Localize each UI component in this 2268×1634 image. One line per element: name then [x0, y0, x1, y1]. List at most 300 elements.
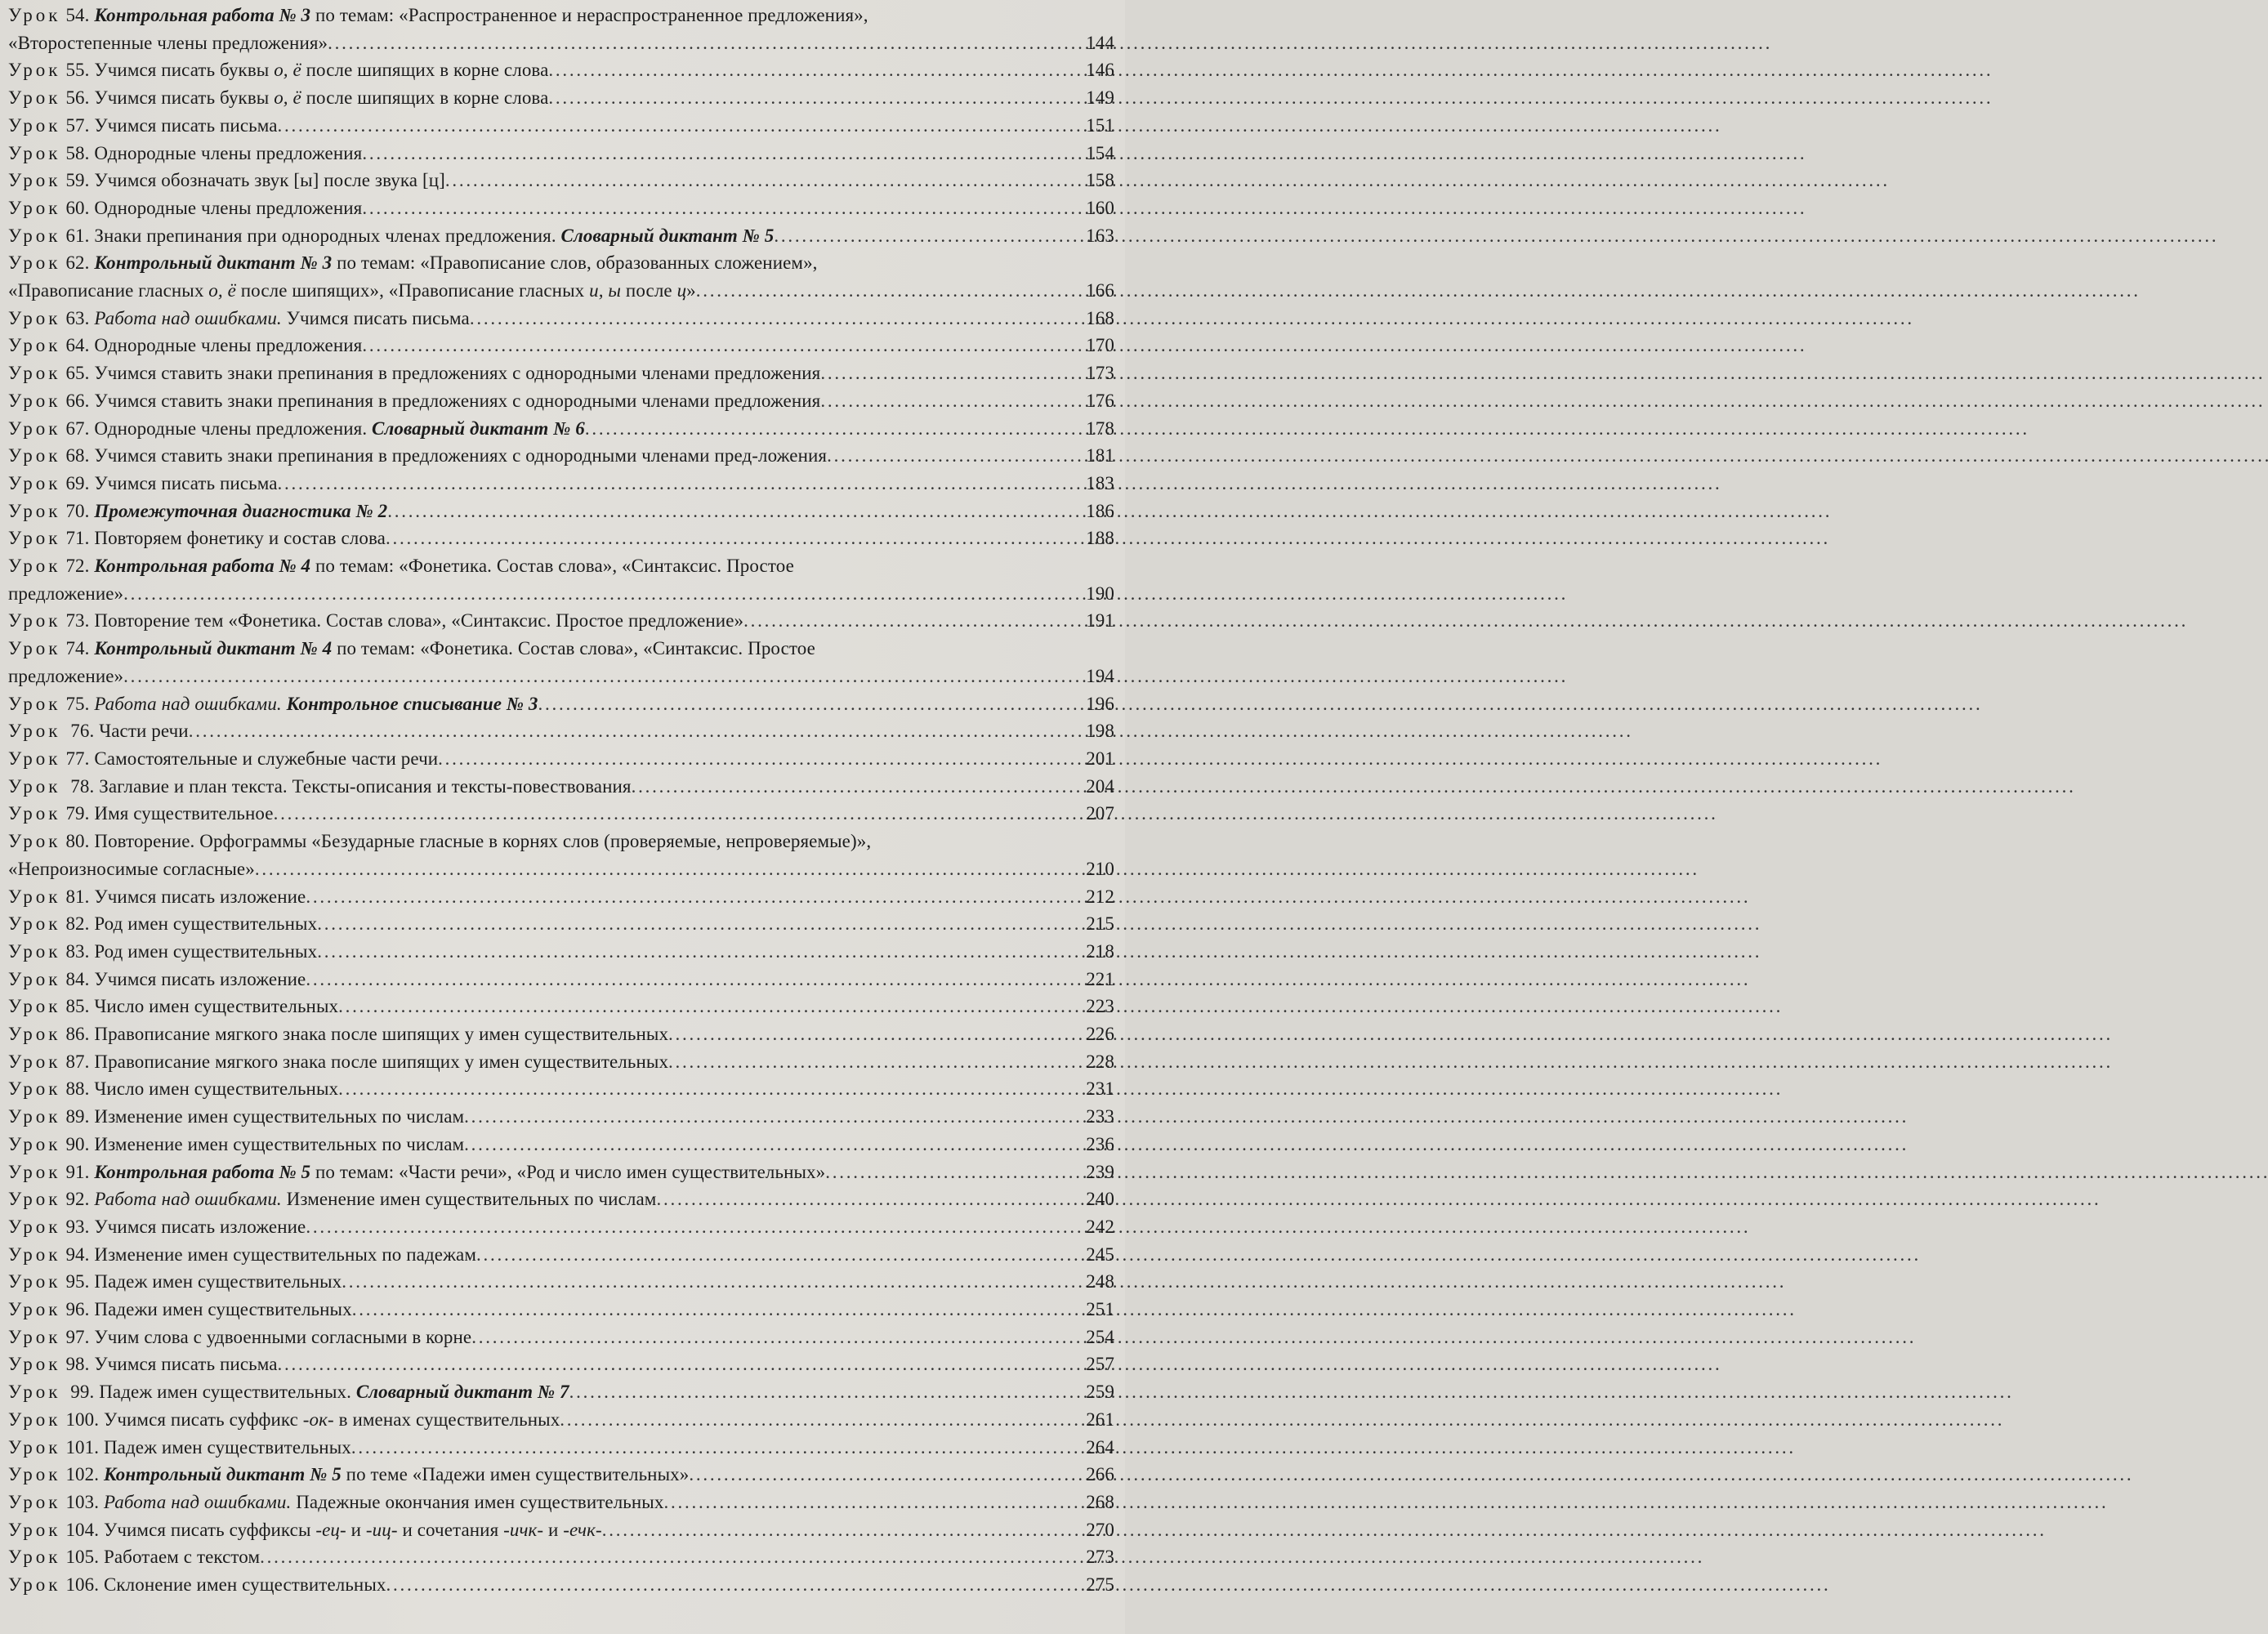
entry-text-wrap [8, 1516, 602, 1544]
entry-text-wrap [8, 1103, 464, 1131]
toc-line [8, 470, 1114, 498]
lesson-label: Урок [8, 1464, 61, 1485]
dot-leader [689, 1461, 1084, 1489]
lesson-label: Урок [8, 197, 61, 218]
entry-text: в именах существительных [333, 1409, 560, 1430]
entry-text-wrap [8, 277, 696, 305]
lesson-label: Урок [8, 335, 61, 356]
toc-entry [8, 84, 1114, 112]
lesson-number: 106. [65, 1574, 100, 1596]
lesson-label: Урок [8, 638, 61, 659]
entry-text: предложение» [8, 583, 124, 604]
toc-line [8, 498, 1114, 525]
lesson-label: Урок [8, 1189, 61, 1210]
entry-text: Однородные члены предложения [94, 142, 363, 163]
dot-leader [470, 305, 1084, 333]
toc-entry [8, 167, 1114, 194]
lesson-label: Урок [8, 1409, 61, 1430]
page-number: 154 [1086, 142, 1114, 163]
dot-leader [255, 855, 1084, 883]
toc-entry [8, 1241, 1114, 1269]
page-number: 186 [1086, 500, 1114, 521]
dot-leader [306, 883, 1084, 911]
dot-leader [260, 1543, 1084, 1571]
entry-text: Падеж имен существительных [94, 1271, 342, 1292]
toc-entry [8, 552, 1114, 607]
dot-leader [464, 1103, 1084, 1131]
lesson-label: Урок [8, 5, 61, 25]
lesson-number: 68. [65, 445, 90, 467]
lesson-number: 64. [65, 335, 90, 356]
entry-text-wrap [8, 140, 362, 167]
toc-line [8, 29, 1114, 57]
entry-text: Работаем с текстом [103, 1547, 261, 1568]
page-number: 248 [1086, 1271, 1114, 1292]
lesson-label: Урок [8, 417, 61, 439]
dot-leader [825, 1159, 1084, 1186]
lesson-label: Урок [8, 1519, 61, 1540]
toc-entry [8, 1378, 1114, 1406]
lesson-number: 60. [65, 197, 90, 218]
entry-text: Изменение имен существительных по числам [94, 1106, 465, 1127]
lesson-number: 59. [65, 170, 90, 191]
entry-text: Изменение имен существительных по числам [94, 1133, 465, 1154]
toc-entry [8, 938, 1114, 966]
entry-text: после [621, 280, 677, 301]
page-number: 176 [1086, 390, 1114, 411]
dot-leader [386, 525, 1084, 552]
lesson-label: Урок [8, 886, 61, 907]
entry-text: «Второстепенные члены предложения» [8, 32, 328, 53]
page-number: 261 [1086, 1409, 1114, 1430]
page-number: 191 [1086, 610, 1114, 632]
toc-entry [8, 1406, 1114, 1434]
lesson-number: 89. [65, 1106, 90, 1127]
lesson-number: 80. [65, 831, 90, 852]
lesson-label: Урок [8, 721, 61, 742]
entry-text: Число имен существительных [94, 996, 339, 1017]
dot-leader [338, 1075, 1084, 1103]
lesson-number: 104. [65, 1519, 100, 1540]
page-number: 215 [1086, 913, 1114, 935]
toc-entry [8, 112, 1114, 140]
toc-entry [8, 690, 1114, 718]
entry-text: Учимся писать письма [281, 307, 470, 328]
lesson-label: Урок [8, 225, 61, 246]
lesson-label: Урок [8, 1106, 61, 1127]
dot-leader [827, 442, 1084, 470]
page-number: 275 [1086, 1574, 1114, 1596]
lesson-label: Урок [8, 500, 61, 521]
toc-line [8, 140, 1114, 167]
page-number: 173 [1086, 363, 1114, 384]
page-number: 273 [1086, 1547, 1114, 1568]
toc-line [8, 1268, 1114, 1296]
entry-text-wrap [8, 1268, 342, 1296]
page-number: 201 [1086, 748, 1114, 769]
entry-text: Самостоятельные и служебные части речи [94, 748, 439, 769]
page-number: 212 [1086, 886, 1114, 907]
lesson-label: Урок [8, 775, 61, 797]
entry-text-wrap [8, 29, 328, 57]
entry-text: Учим слова с удвоенными согласными в корне [94, 1326, 472, 1347]
page-number: 218 [1086, 940, 1114, 962]
entry-text: Работа над ошибками. [94, 693, 282, 714]
page-number: 178 [1086, 417, 1114, 439]
entry-text: Род имен существительных [94, 913, 318, 935]
entry-text-wrap [8, 442, 827, 470]
dot-leader [668, 1020, 1084, 1048]
dot-leader [438, 745, 1084, 773]
entry-text: Повторяем фонетику и состав слова [94, 528, 386, 549]
page-number: 221 [1086, 968, 1114, 989]
page-number: 226 [1086, 1024, 1114, 1045]
toc-entry [8, 966, 1114, 993]
lesson-number: 67. [65, 417, 90, 439]
toc-entry [8, 2, 1114, 56]
entry-text: по теме «Падежи имен существительных» [341, 1464, 690, 1485]
page-number: 151 [1086, 114, 1114, 136]
entry-text-wrap [8, 938, 317, 966]
entry-text: Учимся писать буквы [94, 60, 275, 81]
lesson-label: Урок [8, 363, 61, 384]
entry-text: Контрольная работа № 5 [94, 1161, 311, 1182]
toc-entry [8, 745, 1114, 773]
lesson-number: 66. [65, 390, 90, 411]
dot-leader [445, 167, 1084, 194]
toc-entry [8, 1516, 1114, 1544]
page-number: 149 [1086, 87, 1114, 109]
entry-text: Однородные члены предложения [94, 197, 363, 218]
lesson-number: 82. [65, 913, 90, 935]
page-number: 168 [1086, 307, 1114, 328]
lesson-label: Урок [8, 1382, 61, 1403]
entry-text: Контрольная работа № 4 [94, 556, 311, 577]
toc-entry [8, 1296, 1114, 1324]
lesson-number: 77. [65, 748, 90, 769]
dot-leader [476, 1241, 1084, 1269]
lesson-label: Урок [8, 528, 61, 549]
entry-text-wrap [8, 525, 386, 552]
dot-leader [569, 1378, 1085, 1406]
page-number: 183 [1086, 472, 1114, 493]
toc-entry [8, 498, 1114, 525]
entry-text-wrap [8, 194, 362, 222]
lesson-label: Урок [8, 913, 61, 935]
lesson-label: Урок [8, 1547, 61, 1568]
toc-entry [8, 1048, 1114, 1076]
toc-entry [8, 415, 1114, 443]
entry-text: «Правописание гласных [8, 280, 209, 301]
entry-text: Падеж имен существительных [103, 1436, 351, 1458]
lesson-label: Урок [8, 1491, 61, 1512]
lesson-number: 81. [65, 886, 90, 907]
toc-line [8, 717, 1114, 745]
entry-text-wrap [8, 910, 317, 938]
page-number: 204 [1086, 775, 1114, 797]
lesson-label: Урок [8, 472, 61, 493]
toc-line [8, 855, 1114, 883]
entry-text: Падежи имен существительных [94, 1299, 352, 1320]
toc-line [8, 1461, 1114, 1489]
entry-text: по темам: «Части речи», «Род и число имен существительных» [310, 1161, 826, 1182]
lesson-number: 73. [65, 610, 90, 632]
entry-text-wrap [8, 1378, 569, 1406]
entry-text: Повторение тем «Фонетика. Состав слова», «Синтаксис. Простое предложение» [94, 610, 744, 632]
toc-line [8, 910, 1114, 938]
dot-leader [464, 1131, 1084, 1159]
entry-text: Работа над ошибками. [94, 307, 282, 328]
entry-text: Склонение имен существительных [103, 1574, 386, 1596]
lesson-number: 92. [65, 1189, 90, 1210]
toc-line [8, 112, 1114, 140]
entry-text-wrap [8, 222, 774, 250]
dot-leader [820, 359, 1084, 387]
entry-text: после шипящих в корне слова [301, 60, 549, 81]
page-number: 245 [1086, 1243, 1114, 1265]
toc-entry [8, 1434, 1114, 1462]
toc-line [8, 332, 1114, 359]
entry-text: Контрольное списывание № 3 [286, 693, 538, 714]
toc-line [8, 277, 1114, 305]
entry-text: Учимся ставить знаки препинания в предложениях с однородными членами предложения [94, 390, 821, 411]
lesson-label: Урок [8, 170, 61, 191]
page-number: 240 [1086, 1189, 1114, 1210]
entry-text: Учимся писать изложение [94, 968, 306, 989]
entry-text-wrap [8, 966, 306, 993]
toc-line [8, 993, 1114, 1020]
entry-text: о, ё [274, 60, 301, 81]
entry-text-wrap [8, 1159, 825, 1186]
dot-leader [189, 717, 1084, 745]
toc-entry [8, 1571, 1114, 1599]
entry-text-wrap [8, 415, 585, 443]
toc-entry [8, 470, 1114, 498]
lesson-label: Урок [8, 831, 61, 852]
entry-text-wrap [8, 745, 438, 773]
lesson-number: 65. [65, 363, 90, 384]
entry-text-wrap [8, 855, 255, 883]
toc-entry [8, 305, 1114, 333]
entry-text: «Непроизносимые согласные» [8, 858, 255, 879]
lesson-number: 70. [65, 500, 90, 521]
toc-line [8, 1543, 1114, 1571]
toc-entry [8, 1020, 1114, 1048]
lesson-label: Урок [8, 307, 61, 328]
toc-entry [8, 140, 1114, 167]
lesson-number: 84. [65, 968, 90, 989]
page-number: 188 [1086, 528, 1114, 549]
lesson-number: 71. [65, 528, 90, 549]
toc-line [8, 1241, 1114, 1269]
page-number: 251 [1086, 1299, 1114, 1320]
toc-line [8, 56, 1114, 84]
toc-entry [8, 993, 1114, 1020]
lesson-number: 72. [65, 556, 90, 577]
dot-leader [663, 1489, 1084, 1516]
lesson-number: 105. [65, 1547, 100, 1568]
entry-text: Однородные члены предложения. [94, 417, 373, 439]
dot-leader [560, 1406, 1084, 1434]
entry-text: Работа над ошибками. [103, 1491, 292, 1512]
dot-leader [471, 1324, 1084, 1351]
entry-text-wrap [8, 1406, 560, 1434]
lesson-number: 94. [65, 1243, 90, 1265]
lesson-number: 58. [65, 142, 90, 163]
lesson-number: 96. [65, 1299, 90, 1320]
lesson-number: 98. [65, 1354, 90, 1375]
dot-leader [342, 1268, 1084, 1296]
entry-text-wrap [8, 1131, 464, 1159]
toc-entry [8, 717, 1114, 745]
dot-leader [278, 1351, 1085, 1378]
entry-text-wrap [8, 993, 338, 1020]
entry-text: по темам: «Распространенное и нераспространенное предложения», [310, 5, 868, 25]
entry-text-wrap [8, 167, 445, 194]
toc-entry [8, 1268, 1114, 1296]
lesson-label: Урок [8, 940, 61, 962]
entry-text: Учимся обозначать звук [ы] после звука [ц] [94, 170, 445, 191]
page-number: 270 [1086, 1519, 1114, 1540]
page-number: 158 [1086, 170, 1114, 191]
entry-text-wrap [8, 800, 274, 828]
dot-leader [274, 800, 1085, 828]
entry-text: Учимся писать буквы [94, 87, 275, 109]
toc-line [8, 1489, 1114, 1516]
toc-line [8, 1434, 1114, 1462]
toc-entry [8, 1324, 1114, 1351]
page-number: 163 [1086, 225, 1114, 246]
lesson-number: 83. [65, 940, 90, 962]
lesson-label: Урок [8, 556, 61, 577]
toc-line [8, 552, 1114, 580]
toc-entry [8, 387, 1114, 415]
lesson-number: 95. [65, 1271, 90, 1292]
entry-text-wrap [8, 332, 362, 359]
lesson-label: Урок [8, 1574, 61, 1596]
lesson-label: Урок [8, 252, 61, 274]
toc-line [8, 607, 1114, 635]
entry-text: Части речи [99, 721, 189, 742]
toc-entry [8, 1159, 1114, 1186]
toc-entry [8, 607, 1114, 635]
dot-leader [656, 1185, 1084, 1213]
dot-leader [328, 29, 1084, 57]
lesson-label: Урок [8, 1354, 61, 1375]
entry-text: Учимся писать суффиксы [103, 1519, 316, 1540]
entry-text: -ечк- [563, 1519, 602, 1540]
lesson-number: 76. [65, 721, 95, 742]
toc-line [8, 663, 1114, 690]
toc-entry [8, 442, 1114, 470]
toc-entry [8, 1489, 1114, 1516]
entry-text: о, ё [208, 280, 236, 301]
entry-text-wrap [8, 1351, 278, 1378]
entry-text: по темам: «Правописание слов, образованных сложением», [332, 252, 818, 274]
toc-entry [8, 222, 1114, 250]
lesson-number: 100. [65, 1409, 100, 1430]
entry-text: Учимся писать изложение [94, 1216, 306, 1237]
page-number: 242 [1086, 1216, 1114, 1237]
lesson-label: Урок [8, 803, 61, 824]
page-number: 181 [1086, 445, 1114, 467]
entry-text: Учимся писать суффикс [103, 1409, 303, 1430]
book-page [0, 0, 1125, 1634]
lesson-label: Урок [8, 1078, 61, 1100]
lesson-number: 101. [65, 1436, 100, 1458]
dot-leader [362, 332, 1084, 359]
lesson-number: 103. [65, 1491, 100, 1512]
lesson-number: 91. [65, 1161, 90, 1182]
entry-text-wrap [8, 387, 820, 415]
entry-text-wrap [8, 717, 189, 745]
entry-text: Имя существительное [94, 803, 274, 824]
dot-leader [743, 607, 1084, 635]
dot-leader [317, 938, 1084, 966]
entry-text: Род имен существительных [94, 940, 318, 962]
toc-entry [8, 635, 1114, 690]
toc-line [8, 635, 1114, 663]
entry-text: предложение» [8, 665, 124, 686]
dot-leader [774, 222, 1084, 250]
toc-line [8, 938, 1114, 966]
lesson-label: Урок [8, 748, 61, 769]
entry-text: Однородные члены предложения [94, 335, 363, 356]
lesson-number: 56. [65, 87, 90, 109]
lesson-label: Урок [8, 610, 61, 632]
toc-line [8, 1571, 1114, 1599]
page-number: 264 [1086, 1436, 1114, 1458]
toc-line [8, 745, 1114, 773]
lesson-label: Урок [8, 1161, 61, 1182]
lesson-label: Урок [8, 1243, 61, 1265]
entry-text-wrap [8, 663, 123, 690]
entry-text: после шипящих в корне слова [301, 87, 549, 109]
lesson-number: 88. [65, 1078, 90, 1100]
dot-leader [548, 84, 1084, 112]
dot-leader [278, 470, 1085, 498]
entry-text: Учимся писать письма [94, 1354, 278, 1375]
toc-line [8, 387, 1114, 415]
toc-entry [8, 910, 1114, 938]
toc-entry [8, 332, 1114, 359]
dot-leader [820, 387, 1084, 415]
dot-leader [696, 277, 1084, 305]
toc-entry [8, 56, 1114, 84]
page-number: 239 [1086, 1161, 1114, 1182]
lesson-number: 55. [65, 60, 90, 81]
lesson-label: Урок [8, 1024, 61, 1045]
lesson-label: Урок [8, 390, 61, 411]
entry-text: Заглавие и план текста. Тексты-описания и тексты-повествования [99, 775, 632, 797]
entry-text-wrap [8, 1213, 306, 1241]
toc-entry [8, 883, 1114, 911]
lesson-number: 63. [65, 307, 90, 328]
entry-text-wrap [8, 883, 306, 911]
toc-line [8, 1131, 1114, 1159]
entry-text-wrap [8, 773, 632, 801]
dot-leader [317, 910, 1084, 938]
page-number: 268 [1086, 1491, 1114, 1512]
lesson-label: Урок [8, 1271, 61, 1292]
dot-leader [352, 1296, 1085, 1324]
lesson-label: Урок [8, 1326, 61, 1347]
toc-entry [8, 1461, 1114, 1489]
lesson-number: 85. [65, 996, 90, 1017]
lesson-label: Урок [8, 968, 61, 989]
entry-text: Падежные окончания имен существительных [291, 1491, 664, 1512]
lesson-number: 97. [65, 1326, 90, 1347]
